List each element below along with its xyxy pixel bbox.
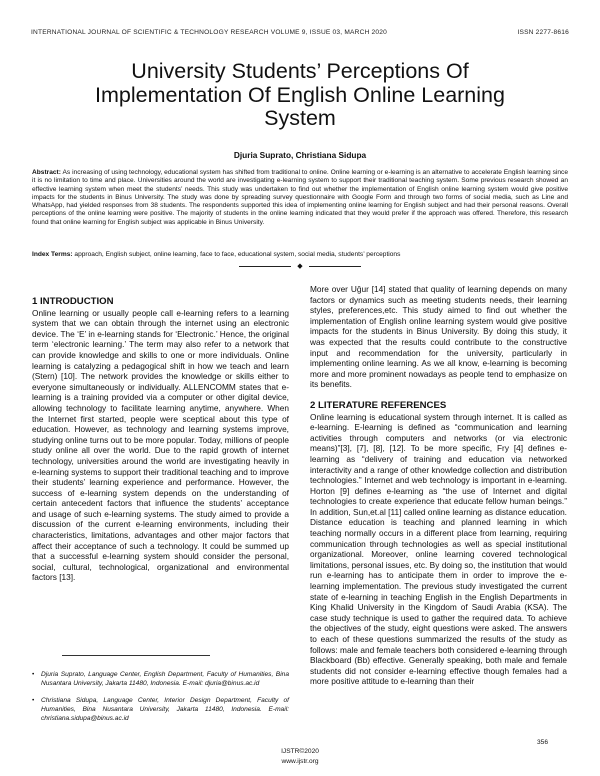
section-1-body: Online learning or usually people call e-learning refers to a learning system that we can obtain through the internet using an electronic device. The ‘E’ in e-learning stands for ‘Electronic.’ Hence, the original term ‘electronic learning.’ The term may also refer to a network that can provide knowledge and skills to one or more individuals. Online learning is catalyzing a pedagogical shift in how we teach and learn (Stern) [10]. The network provides the knowledge or skills either to everyone simultaneously or individually. ALLENCOMM states that e-learning is a training provided via a computer or other digital device, allowing technology to facilitate learning anytime, anywhere. When the Internet first started, people were sceptical about this type of education. However, as technology and learning systems improve, studying online turns out to be more popular. Today, millions of people study online all over the world. Due to the rapid growth of internet technology, universities around the world are investigating heavily in e-learning systems to support their traditional teaching and to improve their students’ learning experience and performance. However, the success of e-learning system depends on the understanding of certain antecedent factors that influence the students’ acceptance and usage of such e-learning systems. The study aimed to provide a discussion of the current e-learning environments, including their characteristics, limitations, advantages and other major factors that affect their acceptance of such a technology. It could be summed up that a successful e-learning system should consider the personal, social, cultural, technological, organizational and environmental factors [13]. [32,307,289,583]
footnote-text: Djuria Suprato, Language Center, English Department, Faculty of Humanities, Bina Nusantara University, Jakarta 11480, Indonesia. E-mail: djuria@binus.ac.id [41,671,289,687]
footer-paper-id: IJSTR©2020 [281,748,319,755]
issn-text: ISSN 2277-8616 [517,29,569,36]
section-2-body: Online learning is educational system through internet. It is called as e-learning. E-learning is defined as “communication and learning activities through computers and networks (or via electronic means)”[3], [7], [8], [12]. To be more specific, Fry [4] defines e-learning as “delivery of training and education via networked interactivity and a range of other knowledge collection and distribution technologies.” Internet and web technology is important in e-learning. Horton [9] defines e-learning as “the use of Internet and digital technologies to create experience that educate fellow human beings.” In addition, Sun,et.al [11] called online learning as distance education. Distance education is teaching and planned learning in which teaching normally occurs in a different place from learning, requiring communication through technologies as well as special institutional organizational. Moreover, online learning covered technological limitations, personal issues, etc. By doing so, the institution that would run e-learning has to anticipate them in order to improve the e-learning implementation. The previous study investigated the current state of e-learning in teaching English in the English Departments in King Khalid University in the Kingdom of Saudi Arabia (KSA). The case study technique is used to gather the required data. To achieve the objectives of the study, eight questions were asked. The answers to each of these questions summarized the results of the study as follows: male and female teachers both considered e-learning through Blackboard (Bb) effective. Generally speaking, both male and female students did not consider e-learning effective though females had a more positive attitude to e-learning than their [310,411,567,687]
footnote-rule [62,655,210,656]
running-header [31,29,569,36]
footer-url-link[interactable]: www.ijstr.org [281,758,319,765]
abstract-label: Abstract: [32,169,61,176]
author-names: Djuria Suprato, Christiana Sidupa [233,150,367,160]
section-2-heading: 2 LITERATURE REFERENCES [310,399,447,411]
paper-title: University Students’ Perceptions Of Implementation Of English Online Learning System [95,59,505,130]
index-terms-label: Index Terms: [32,251,73,258]
abstract [32,169,568,227]
index-terms [32,251,568,259]
footnote-item [32,696,289,723]
separator-line-left [239,266,291,267]
diamond-icon: ◆ [297,263,303,270]
footnote-item [32,670,289,688]
left-column [32,297,289,583]
introduction-continuation: More over Uğur [14] stated that quality of learning depends on many factors or dynamics such as meeting students needs, their learning styles, preferences,etc. This study aimed to find out whether the implementation of English online learning system would give positive impacts for the students in Binus University. By doing this study, it was expected that the results could contribute to the constructive input and recommendation for the university, particularly in implementing online learning. As we all know, e-learning is becoming more and more prominent nowadays as people tend to emphasize on its benefits. [310,284,567,390]
index-terms-text: approach, English subject, online learning, face to face, educational system, social media, students’ perceptions [74,251,401,258]
abstract-text: As increasing of using technology, educational system has shifted from traditional to online. Online learning or e-learning is an alternative to accelerate English learning since it is no limitation to time and place. Universities around the world are investigating e-learning system to support their traditional teaching system. Some previous research showed an effective learning system when meet the students’ needs. This study was undertaken to find out whether the implementation of English online learning system would give positive impacts for the students in Binus University. The study was done by spreading survey questionnaire with Google Form and through two forms of social media, such as Line and WhatsApp, had yielded responses from 38 students. The respondents supported this idea of implementing online learning for English subject and had their personal reasons. Overall perceptions of the online learning were positive. The majority of students in the online learning indicated that they would prefer if the approach was offered. Therefore, this research found that online learning for English subject was applicable in Binus University. [32,169,569,226]
bullet-icon: • [32,671,35,678]
section-separator [230,262,370,271]
page-number: 356 [537,739,549,746]
bullet-icon: • [32,697,35,704]
separator-line-right [309,266,361,267]
journal-header-text: INTERNATIONAL JOURNAL OF SCIENTIFIC & TECHNOLOGY RESEARCH VOLUME 9, ISSUE 03, MARCH 2020 [31,29,388,36]
author-footnotes [32,670,289,731]
right-column [310,284,567,687]
section-1-heading: 1 INTRODUCTION [32,296,114,307]
footnote-text: Christiana Sidupa, Language Center, Interior Design Department, Faculty of Humanities, Bina Nusantara University, Jakarta 11480, Indonesia. E-mail: christiana.sidupa@binus.ac.id [41,697,289,722]
